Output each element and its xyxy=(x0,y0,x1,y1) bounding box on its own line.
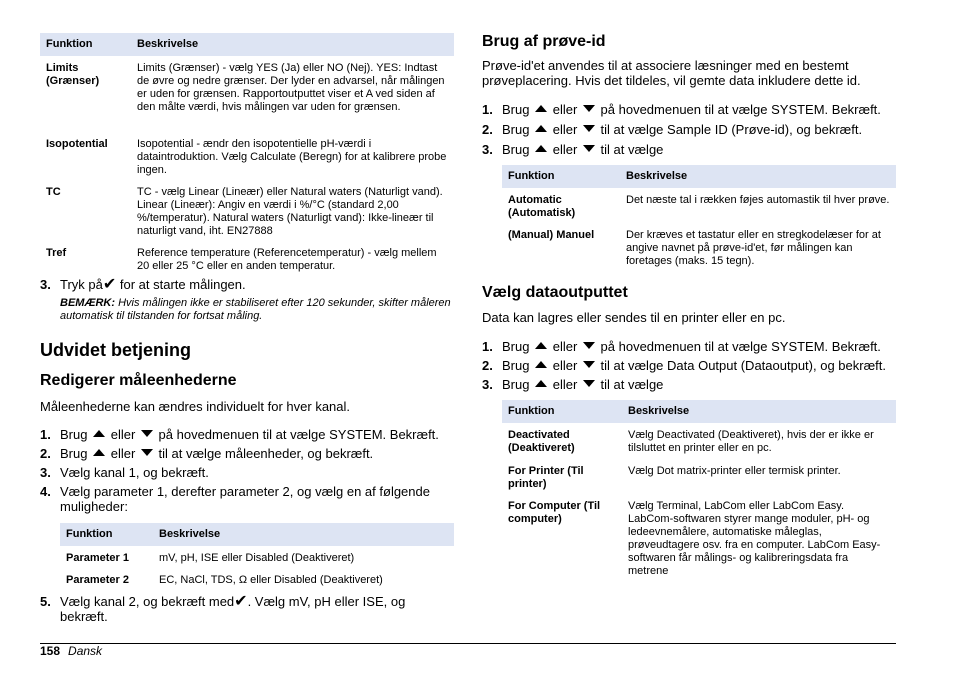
table-row xyxy=(502,423,896,459)
step-list xyxy=(482,102,896,157)
table-cell-function: Parameter 2 xyxy=(66,574,129,586)
subsection-title: Redigerer måleenhederne xyxy=(40,372,237,389)
table-cell-function: For Computer (Til computer) xyxy=(508,500,601,525)
col-header-function: Funktion xyxy=(40,33,131,56)
table-row xyxy=(60,568,454,590)
table-cell-description: EC, NaCl, TDS, Ω eller Disabled (Deaktiveret) xyxy=(159,574,383,586)
down-arrow-icon xyxy=(583,342,595,349)
table-cell-function: Automatic (Automatisk) xyxy=(508,194,576,219)
list-item: 1. Brug eller på hovedmenuen til at vælge SYSTEM. Bekræft. xyxy=(482,339,881,354)
table-cell-description: Det næste tal i rækken føjes automastik til hver prøve. xyxy=(626,194,890,206)
sample-id-table xyxy=(502,165,896,271)
col-header-description: Beskrivelse xyxy=(620,165,896,188)
intro-text: Prøve-id'et anvendes til at associere læsninger med en bestemt prøveplacering. Hvis det tildeles, vil gemte data inkludere dette id. xyxy=(482,58,861,88)
table-cell-description: Reference temperature (Referencetemperatur) - vælg mellem 20 eller 25 °C eller en anden temperatur. xyxy=(137,247,437,272)
table-row xyxy=(40,56,454,132)
list-item: 3. Brug eller til at vælge xyxy=(482,377,664,392)
table-row xyxy=(502,223,896,271)
up-arrow-icon xyxy=(93,430,105,437)
intro-text: Data kan lagres eller sendes til en printer eller en pc. xyxy=(482,310,786,325)
checkmark-icon: ✔ xyxy=(234,593,248,610)
step-list xyxy=(40,427,454,514)
subsection-title: Vælg dataoutputtet xyxy=(482,284,628,301)
table-row xyxy=(40,241,454,276)
table-row xyxy=(502,494,896,581)
list-item: 3. Brug eller til at vælge xyxy=(482,142,664,157)
subsection-title: Brug af prøve-id xyxy=(482,33,606,50)
note-label: BEMÆRK: xyxy=(60,297,115,309)
table-cell-function: Tref xyxy=(46,247,67,259)
up-arrow-icon xyxy=(535,361,547,368)
down-arrow-icon xyxy=(583,361,595,368)
table-cell-function: For Printer (Til printer) xyxy=(508,465,584,490)
up-arrow-icon xyxy=(535,125,547,132)
list-item: 3. Vælg kanal 1, og bekræft. xyxy=(40,465,209,480)
page-footer xyxy=(40,644,102,658)
table-cell-description: Vælg Deactivated (Deaktiveret), hvis der er ikke er tilsluttet en printer eller en pc. xyxy=(628,429,874,454)
parameter-table xyxy=(60,523,454,590)
col-header-description: Beskrivelse xyxy=(131,33,454,56)
table-cell-function: Limits (Grænser) xyxy=(46,62,100,87)
table-cell-description: Isopotential - ændr den isopotentielle pH-værdi i dataintroduktion. Vælg Calculate (Beregn) for at kalibrere probe ingen. xyxy=(137,138,447,176)
table-cell-description: Vælg Terminal, LabCom eller LabCom Easy. LabCom-softwaren styrer mange moduler, pH- og ledeevnemålere, automatiske måleglas, prøveudtagere osv. fra en computer. LabCom Easy-softwaren får målings- og kalibreringsdata fra metrene xyxy=(628,500,881,577)
settings-table xyxy=(40,33,454,276)
table-row xyxy=(502,188,896,223)
table-cell-function: Parameter 1 xyxy=(66,552,129,564)
table-cell-description: Limits (Grænser) - vælg YES (Ja) eller NO (Nej). YES: Indtast de øvre og nedre grænser. Der lyder en advarsel, når målingen er uden for grænsen. Rapportoutputtet viser et A ved siden af den målte værdi, hvis målingen var uden for grænsen. xyxy=(137,62,445,113)
table-cell-description: Vælg Dot matrix-printer eller termisk printer. xyxy=(628,465,841,477)
list-item: 1. Brug eller på hovedmenuen til at vælge SYSTEM. Bekræft. xyxy=(482,102,881,117)
data-output-table xyxy=(502,400,896,581)
down-arrow-icon xyxy=(583,105,595,112)
col-header-function: Funktion xyxy=(502,165,620,188)
down-arrow-icon xyxy=(141,430,153,437)
col-header-function: Funktion xyxy=(60,523,153,546)
table-cell-function: Deactivated (Deaktiveret) xyxy=(508,429,575,454)
table-cell-description: mV, pH, ISE eller Disabled (Deaktiveret) xyxy=(159,552,355,564)
intro-text: Måleenhederne kan ændres individuelt for hver kanal. xyxy=(40,399,351,414)
down-arrow-icon xyxy=(583,145,595,152)
col-header-description: Beskrivelse xyxy=(622,400,896,423)
list-item: 2. Brug eller til at vælge Data Output (Dataoutput), og bekræft. xyxy=(482,358,886,373)
table-row xyxy=(40,132,454,180)
step-list xyxy=(482,339,896,392)
page-number: 158 xyxy=(40,644,61,658)
up-arrow-icon xyxy=(535,342,547,349)
list-item: 5. Vælg kanal 2, og bekræft med✔. Vælg mV, pH eller ISE, og bekræft. xyxy=(40,593,406,624)
table-row xyxy=(502,459,896,494)
table-cell-function: TC xyxy=(46,186,61,198)
step-list xyxy=(40,594,454,624)
footer-divider xyxy=(40,643,896,644)
up-arrow-icon xyxy=(535,145,547,152)
section-title: Udvidet betjening xyxy=(40,340,192,360)
table-cell-function: (Manual) Manuel xyxy=(508,229,595,241)
table-row xyxy=(60,546,454,568)
note-text: Hvis målingen ikke er stabiliseret efter 120 sekunder, skifter måleren automatisk til tilstanden for fortsat måling. xyxy=(60,297,451,322)
down-arrow-icon xyxy=(583,125,595,132)
list-item: 1. Brug eller på hovedmenuen til at vælge SYSTEM. Bekræft. xyxy=(40,427,439,442)
down-arrow-icon xyxy=(583,380,595,387)
step-list xyxy=(40,277,454,292)
up-arrow-icon xyxy=(535,105,547,112)
note xyxy=(60,297,454,323)
up-arrow-icon xyxy=(93,449,105,456)
list-item: 2. Brug eller til at vælge måleenheder, og bekræft. xyxy=(40,446,374,461)
up-arrow-icon xyxy=(535,380,547,387)
table-cell-description: Der kræves et tastatur eller en stregkodelæser for at angive navnet på prøve-id'et, før målingen kan foretages (maks. 15 tegn). xyxy=(626,229,881,267)
checkmark-icon: ✔ xyxy=(102,276,117,293)
table-row xyxy=(40,180,454,241)
list-item: 3. Tryk på✔ for at starte målingen. xyxy=(40,276,246,293)
list-item: 2. Brug eller til at vælge Sample ID (Prøve-id), og bekræft. xyxy=(482,122,863,137)
down-arrow-icon xyxy=(141,449,153,456)
col-header-description: Beskrivelse xyxy=(153,523,454,546)
table-cell-function: Isopotential xyxy=(46,138,108,150)
table-cell-description: TC - vælg Linear (Lineær) eller Natural waters (Naturligt vand). Linear (Lineær): Angiv en værdi i %/°C (standard 2,00 %/temperatur). Natural waters (Naturligt vand): Ikke-lineær til naturligt vand, iht. EN27888 xyxy=(137,186,443,237)
col-header-function: Funktion xyxy=(502,400,622,423)
footer-language: Dansk xyxy=(68,644,103,658)
list-item: 4. Vælg parameter 1, derefter parameter 2, og vælg en af følgende muligheder: xyxy=(40,484,430,514)
